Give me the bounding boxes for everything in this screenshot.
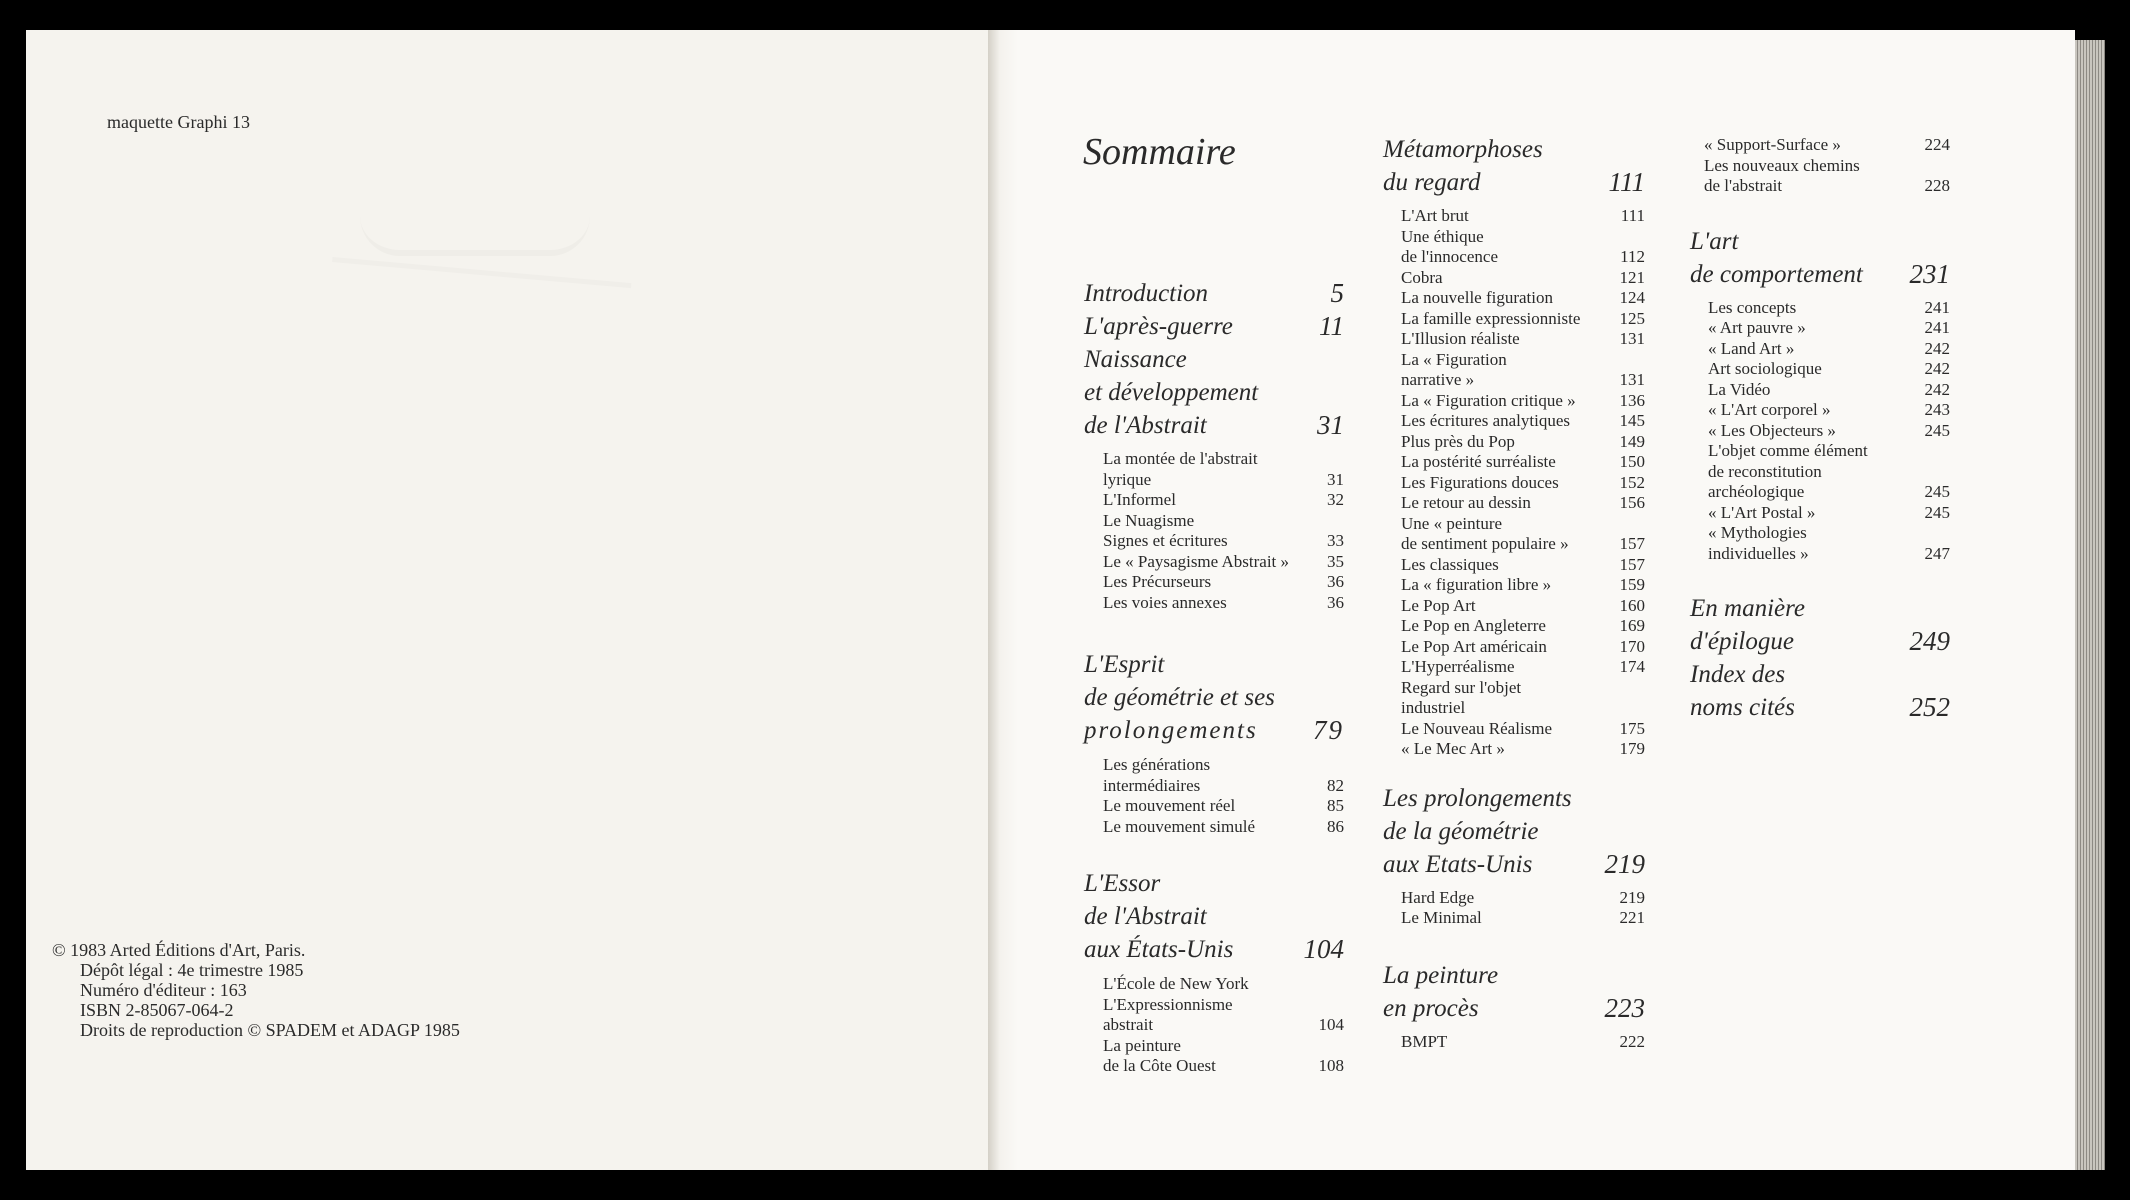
- toc-entry: Le Pop Art américain 170: [1401, 636, 1645, 656]
- toc-entry: L'École de New York: [1103, 974, 1249, 993]
- toc-section: [1690, 592, 1950, 658]
- page-edges: [2075, 40, 2105, 1170]
- toc-entry: Regard sur l'objet: [1401, 677, 1522, 697]
- toc-entry: Le Pop en Angleterre 169: [1401, 616, 1645, 635]
- section-title-line: de comportement 231: [1690, 258, 1950, 289]
- section-title-line: Naissance: [1084, 346, 1187, 373]
- section-title-line: La peinture: [1383, 961, 1499, 989]
- toc-entry: « Art pauvre » 241: [1708, 318, 1950, 337]
- section-title-line: de géométrie et ses: [1084, 684, 1275, 711]
- subsection-list: [1401, 206, 1645, 760]
- section-page: 11: [1319, 311, 1344, 341]
- toc-entry: de l'innocence 112: [1401, 247, 1645, 266]
- toc-entry: « L'Art corporel » 243: [1708, 400, 1950, 419]
- toc-column-1: [1084, 277, 1344, 1077]
- section-title-line: En manière: [1690, 595, 1806, 622]
- toc-section: [1383, 133, 1645, 199]
- toc-entry: La « Figuration: [1401, 349, 1507, 369]
- toc-section: [1690, 658, 1950, 724]
- section-title-line: prolongements 79: [1084, 715, 1344, 745]
- toc-entry: La Vidéo 242: [1708, 379, 1950, 399]
- subsection-list: [1704, 135, 1950, 197]
- toc-entry: La « Figuration critique » 136: [1401, 390, 1645, 410]
- toc-entry: La nouvelle figuration 124: [1401, 288, 1645, 307]
- toc-entry: Les écritures analytiques 145: [1401, 411, 1645, 430]
- section-title-line: L'art: [1690, 227, 1739, 255]
- toc-entry: Le Nuagisme: [1103, 510, 1195, 530]
- section-title-line: Métamorphoses: [1383, 136, 1543, 163]
- toc-entry: L'Illusion réaliste 131: [1401, 329, 1645, 348]
- section-page: 31: [1317, 410, 1344, 440]
- toc-entry: La peinture: [1103, 1035, 1181, 1055]
- toc-entry: La « figuration libre » 159: [1401, 575, 1645, 594]
- credit-line: Dépôt légal : 4e trimestre 1985: [80, 960, 304, 980]
- toc-section: [1383, 959, 1645, 1025]
- toc-entry: Le Nouveau Réalisme 175: [1401, 718, 1645, 738]
- section-title-line: du regard 111: [1383, 167, 1645, 197]
- toc-entry: Le retour au dessin 156: [1401, 493, 1645, 512]
- toc-entry: Une éthique: [1401, 226, 1484, 246]
- section-title-line: L'Esprit: [1084, 651, 1165, 678]
- book-gutter: [988, 30, 1018, 1170]
- toc-entry: de la Côte Ouest 108: [1103, 1056, 1344, 1075]
- subsection-list: [1103, 449, 1344, 613]
- toc-entry: La postérité surréaliste 150: [1401, 452, 1645, 471]
- toc-entry: « Les Objecteurs » 245: [1708, 420, 1950, 440]
- toc-entry: La famille expressionniste 125: [1401, 308, 1645, 328]
- toc-entry: L'Informel 32: [1103, 490, 1344, 509]
- toc-entry: Le mouvement simulé 86: [1103, 816, 1344, 836]
- toc-entry: L'Expressionnisme: [1103, 994, 1233, 1014]
- toc-entry: Les Précurseurs 36: [1103, 572, 1344, 591]
- toc-entry: « Land Art » 242: [1708, 338, 1950, 358]
- section-page: 252: [1909, 692, 1950, 722]
- toc-entry: « L'Art Postal » 245: [1708, 502, 1950, 522]
- section-title-line: et développement: [1084, 379, 1259, 406]
- section-title-line: aux Etats-Unis 219: [1383, 848, 1645, 879]
- toc-entry: Les classiques 157: [1401, 554, 1645, 574]
- toc-title: Sommaire: [1083, 131, 1236, 173]
- subsection-list: [1103, 974, 1344, 1077]
- toc-entry: Les nouveaux chemins: [1704, 155, 1860, 175]
- section-title-line: en procès 223: [1383, 992, 1645, 1023]
- toc-entry: Art sociologique 242: [1708, 359, 1950, 378]
- subsection-list: [1401, 1032, 1645, 1053]
- subsection-list: [1708, 298, 1950, 565]
- toc-section: [1084, 310, 1344, 343]
- toc-entry: Les concepts 241: [1708, 297, 1950, 317]
- toc-entry: abstrait 104: [1103, 1015, 1344, 1034]
- section-page: 249: [1909, 626, 1950, 656]
- section-title: L'après-guerre: [1084, 313, 1233, 340]
- subsection-list: [1103, 755, 1344, 837]
- toc-entry: Hard Edge 219: [1401, 887, 1645, 907]
- section-title-line: Index des: [1690, 661, 1786, 688]
- section-title-line: de l'Abstrait 31: [1084, 410, 1344, 440]
- header-note: maquette Graphi 13: [107, 112, 250, 132]
- toc-entry: « Support-Surface » 224: [1704, 135, 1950, 154]
- credit-line: Numéro d'éditeur : 163: [80, 980, 247, 1000]
- section-title-line: de la géométrie: [1383, 817, 1539, 845]
- toc-entry: de l'abstrait 228: [1704, 176, 1950, 195]
- section-page: 219: [1604, 848, 1645, 879]
- subsection-list: [1401, 888, 1645, 929]
- toc-entry: L'objet comme élément: [1708, 441, 1868, 460]
- toc-section: [1690, 225, 1950, 291]
- toc-entry: Le « Paysagisme Abstrait » 35: [1103, 551, 1344, 571]
- toc-entry: narrative » 131: [1401, 370, 1645, 389]
- toc-entry: Le Pop Art 160: [1401, 595, 1645, 615]
- toc-entry: La montée de l'abstrait: [1103, 449, 1258, 468]
- section-title-line: de l'Abstrait: [1084, 903, 1207, 930]
- toc-entry: L'Art brut 111: [1401, 206, 1645, 225]
- section-page: 111: [1608, 167, 1645, 197]
- toc-entry: Plus près du Pop 149: [1401, 431, 1645, 451]
- toc-column-2: [1383, 133, 1645, 1052]
- toc-entry: Le Minimal 221: [1401, 908, 1645, 927]
- section-title-line: Les prolongements: [1383, 784, 1572, 812]
- toc-entry: intermédiaires 82: [1103, 775, 1344, 795]
- toc-entry: Les voies annexes 36: [1103, 592, 1344, 612]
- toc-entry: Cobra 121: [1401, 267, 1645, 287]
- toc-entry: BMPT 222: [1401, 1031, 1645, 1051]
- section-page: 79: [1313, 715, 1344, 745]
- toc-entry: industriel: [1401, 698, 1466, 717]
- toc-entry: « Mythologies: [1708, 523, 1807, 542]
- toc-section: [1383, 782, 1645, 881]
- credit-line: Droits de reproduction © SPADEM et ADAGP 1985: [80, 1020, 460, 1040]
- bleed-through-shape: [360, 150, 590, 256]
- toc-entry: Signes et écritures 33: [1103, 531, 1344, 550]
- section-title-line: noms cités 252: [1690, 692, 1950, 722]
- toc-entry: Une « peinture: [1401, 513, 1503, 533]
- section-page: 104: [1303, 934, 1344, 964]
- toc-entry: L'Hyperréalisme 174: [1401, 657, 1645, 676]
- toc-entry: archéologique 245: [1708, 482, 1950, 501]
- copyright-block: [52, 940, 460, 1040]
- section-title-line: d'épilogue 249: [1690, 626, 1950, 656]
- toc-entry: lyrique 31: [1103, 469, 1344, 489]
- credit-line: ISBN 2-85067-064-2: [80, 1000, 234, 1020]
- toc-section: [1084, 648, 1344, 747]
- section-title-line: L'Essor: [1084, 870, 1161, 897]
- toc-entry: Les générations: [1103, 755, 1211, 774]
- section-page: 223: [1604, 992, 1645, 1023]
- toc-section: [1084, 867, 1344, 966]
- toc-entry: individuelles » 247: [1708, 543, 1950, 563]
- toc-section: [1084, 343, 1344, 442]
- toc-entry: Le mouvement réel 85: [1103, 796, 1344, 815]
- toc-entry: de reconstitution: [1708, 461, 1822, 481]
- section-title-line: aux États-Unis 104: [1084, 934, 1344, 964]
- toc-entry: de sentiment populaire » 157: [1401, 534, 1645, 553]
- toc-entry: « Le Mec Art » 179: [1401, 739, 1645, 758]
- section-title: Introduction: [1084, 280, 1209, 307]
- toc-column-3: [1690, 135, 1950, 724]
- toc-entry: Les Figurations douces 152: [1401, 472, 1645, 492]
- credit-line: © 1983 Arted Éditions d'Art, Paris.: [52, 940, 306, 960]
- section-page: 231: [1909, 258, 1950, 289]
- section-page: 5: [1330, 278, 1344, 308]
- toc-section: [1084, 277, 1344, 310]
